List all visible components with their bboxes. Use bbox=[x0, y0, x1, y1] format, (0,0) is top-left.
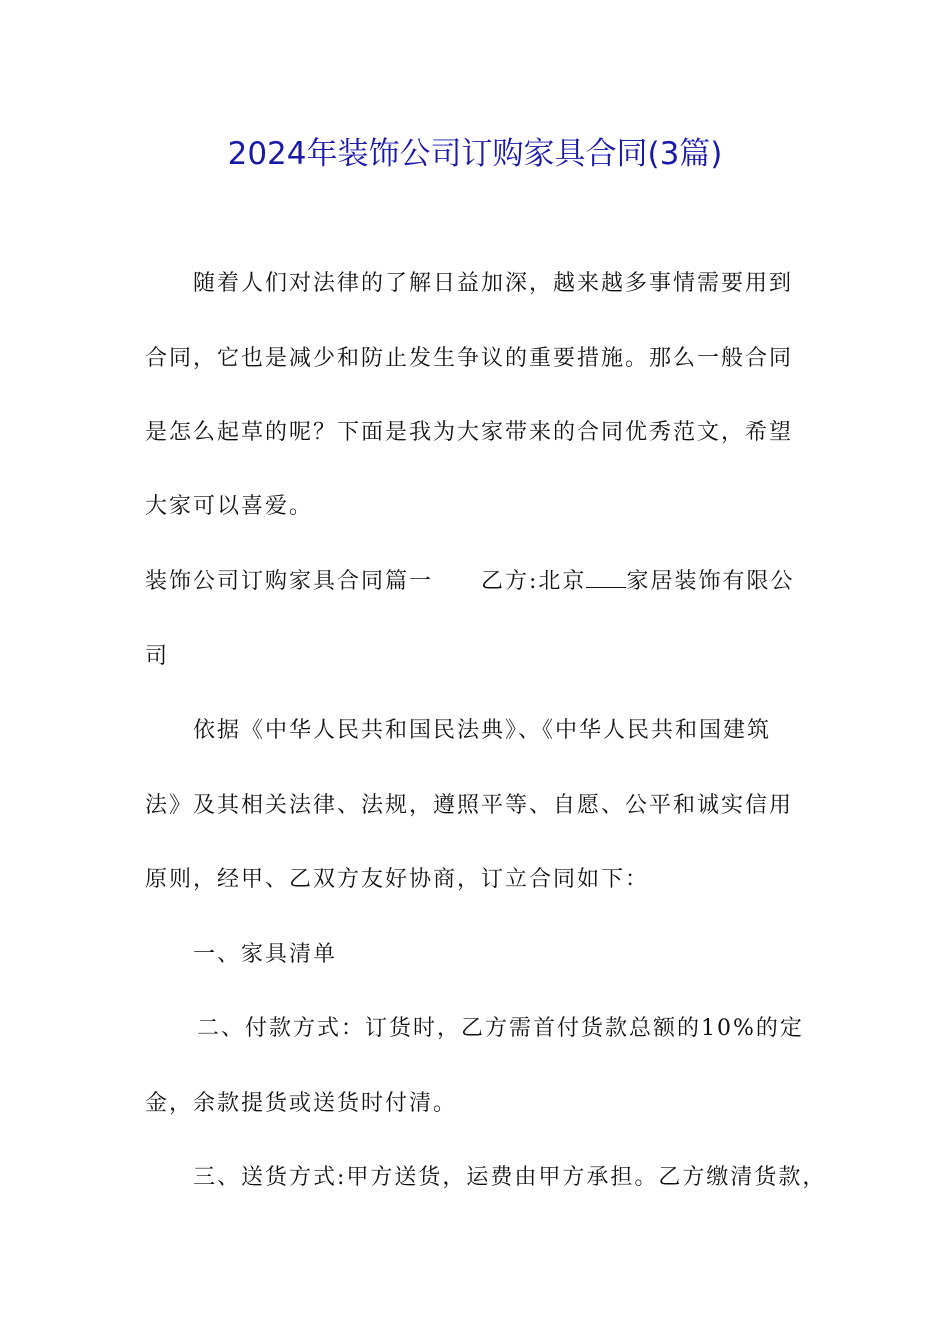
intro-line-3: 是怎么起草的呢？下面是我为大家带来的合同优秀范文，希望 bbox=[145, 420, 794, 445]
intro-line-4: 大家可以喜爱。 bbox=[145, 494, 314, 519]
clause-3: 三、送货方式:甲方送货，运费由甲方承担。乙方缴清货款， bbox=[193, 1165, 827, 1190]
intro-line-1: 随着人们对法律的了解日益加深，越来越多事情需要用到 bbox=[193, 271, 794, 296]
section-heading: 装饰公司订购家具合同篇一 bbox=[145, 569, 434, 594]
basis-line-1: 依据《中华人民共和国民法典》、《中华人民共和国建筑 bbox=[193, 718, 772, 743]
basis-line-2: 法》及其相关法律、法规，遵照平等、自愿、公平和诚实信用 bbox=[145, 793, 794, 818]
party-b-suffix: 家居装饰有限公 bbox=[626, 569, 795, 594]
party-b-prefix: 乙方:北京 bbox=[481, 569, 587, 594]
document-title: 2024年装饰公司订购家具合同(3篇) bbox=[227, 136, 723, 172]
clause-1: 一、家具清单 bbox=[193, 942, 338, 967]
intro-line-2: 合同，它也是减少和防止发生争议的重要措施。那么一般合同 bbox=[145, 346, 794, 371]
clause-2-line-2: 金，余款提货或送货时付清。 bbox=[145, 1091, 458, 1116]
clause-2-line-1: 二、付款方式：订货时，乙方需首付货款总额的10%的定 bbox=[197, 1016, 804, 1041]
party-b-blank bbox=[586, 567, 626, 588]
party-b-wrap: 司 bbox=[145, 644, 170, 669]
section-heading-row bbox=[145, 562, 794, 602]
basis-line-3: 原则，经甲、乙双方友好协商，订立合同如下： bbox=[145, 867, 650, 892]
